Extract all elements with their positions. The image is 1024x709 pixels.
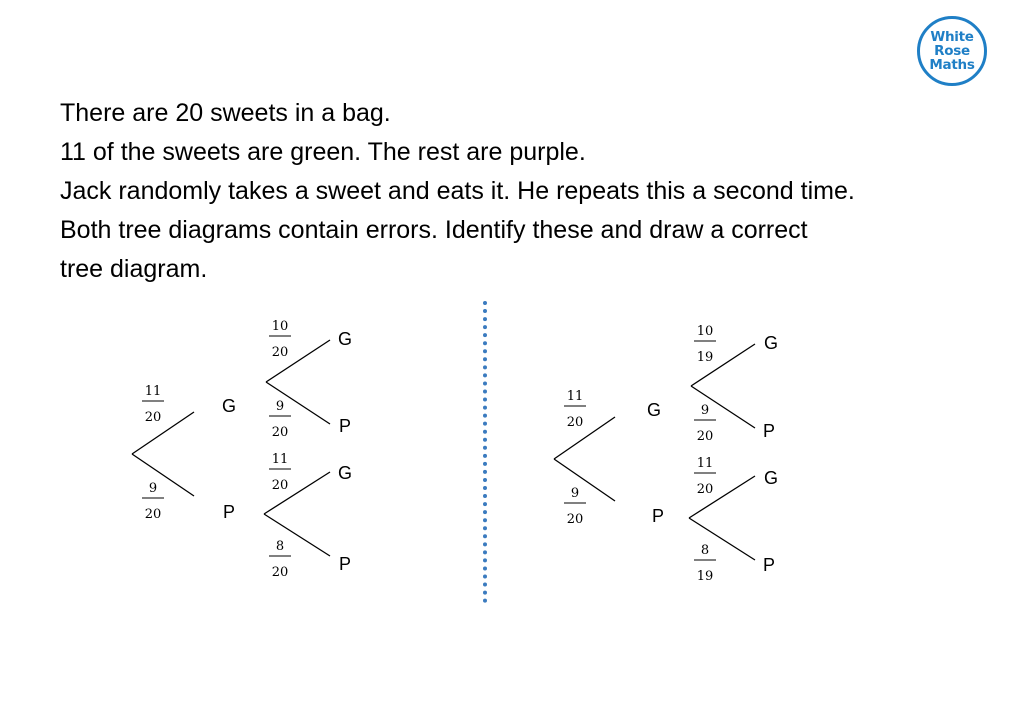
outcome-label: P <box>762 421 776 441</box>
fraction-numerator: 10 <box>696 324 714 339</box>
fraction-denominator: 20 <box>566 415 584 430</box>
outcome-label: G <box>763 468 779 488</box>
probability-fraction <box>142 481 164 522</box>
fraction-numerator: 8 <box>700 543 710 558</box>
outcome-label: P <box>338 554 352 574</box>
probability-fraction <box>269 319 291 360</box>
branch-line <box>554 459 615 501</box>
fraction-denominator: 20 <box>696 429 714 444</box>
outcome-label: P <box>762 555 776 575</box>
logo-line-3: Maths <box>929 57 975 73</box>
logo-line-2: Rose <box>934 43 970 59</box>
fraction-numerator: 11 <box>144 384 162 399</box>
question-line: Jack randomly takes a sweet and eats it. He repeats this a second time. <box>60 177 855 205</box>
probability-fraction <box>694 324 716 365</box>
outcome-label: G <box>646 400 662 420</box>
question-line: 11 of the sweets are green. The rest are purple. <box>60 138 586 166</box>
fraction-denominator: 20 <box>144 507 162 522</box>
probability-fraction <box>564 486 586 527</box>
probability-fraction <box>694 543 716 584</box>
outcome-label: P <box>222 502 236 522</box>
branch-line <box>264 514 330 556</box>
outcome-label: G <box>763 333 779 353</box>
fraction-denominator: 20 <box>271 478 289 493</box>
question-line: Both tree diagrams contain errors. Identify these and draw a correct <box>60 216 808 244</box>
branch-line <box>132 412 194 454</box>
fraction-numerator: 9 <box>570 486 580 501</box>
branch-line <box>689 518 755 560</box>
outcome-label: G <box>337 463 353 483</box>
fraction-numerator: 11 <box>271 452 289 467</box>
fraction-denominator: 20 <box>566 512 584 527</box>
fraction-numerator: 9 <box>275 399 285 414</box>
branch-line <box>132 454 194 496</box>
fraction-denominator: 20 <box>144 410 162 425</box>
outcome-label: G <box>337 329 353 349</box>
fraction-numerator: 8 <box>275 539 285 554</box>
fraction-numerator: 9 <box>148 481 158 496</box>
fraction-numerator: 9 <box>700 403 710 418</box>
probability-fraction <box>269 399 291 440</box>
fraction-denominator: 20 <box>696 482 714 497</box>
fraction-denominator: 20 <box>271 425 289 440</box>
probability-fraction <box>269 539 291 580</box>
probability-fraction <box>269 452 291 493</box>
outcome-label: P <box>338 416 352 436</box>
probability-fraction <box>142 384 164 425</box>
branch-line <box>554 417 615 459</box>
probability-fraction <box>694 456 716 497</box>
fraction-denominator: 20 <box>271 565 289 580</box>
outcome-label: P <box>651 506 665 526</box>
logo-line-1: White <box>930 29 974 45</box>
fraction-denominator: 20 <box>271 345 289 360</box>
question-line: tree diagram. <box>60 255 208 283</box>
outcome-label: G <box>221 396 237 416</box>
fraction-numerator: 10 <box>271 319 289 334</box>
fraction-numerator: 11 <box>696 456 714 471</box>
tree-diagram-left <box>132 319 352 580</box>
probability-fraction <box>694 403 716 444</box>
fraction-numerator: 11 <box>566 389 584 404</box>
fraction-denominator: 19 <box>696 569 714 584</box>
question-line: There are 20 sweets in a bag. <box>60 99 391 127</box>
tree-diagram-right <box>554 324 778 584</box>
probability-fraction <box>564 389 586 430</box>
fraction-denominator: 19 <box>696 350 714 365</box>
